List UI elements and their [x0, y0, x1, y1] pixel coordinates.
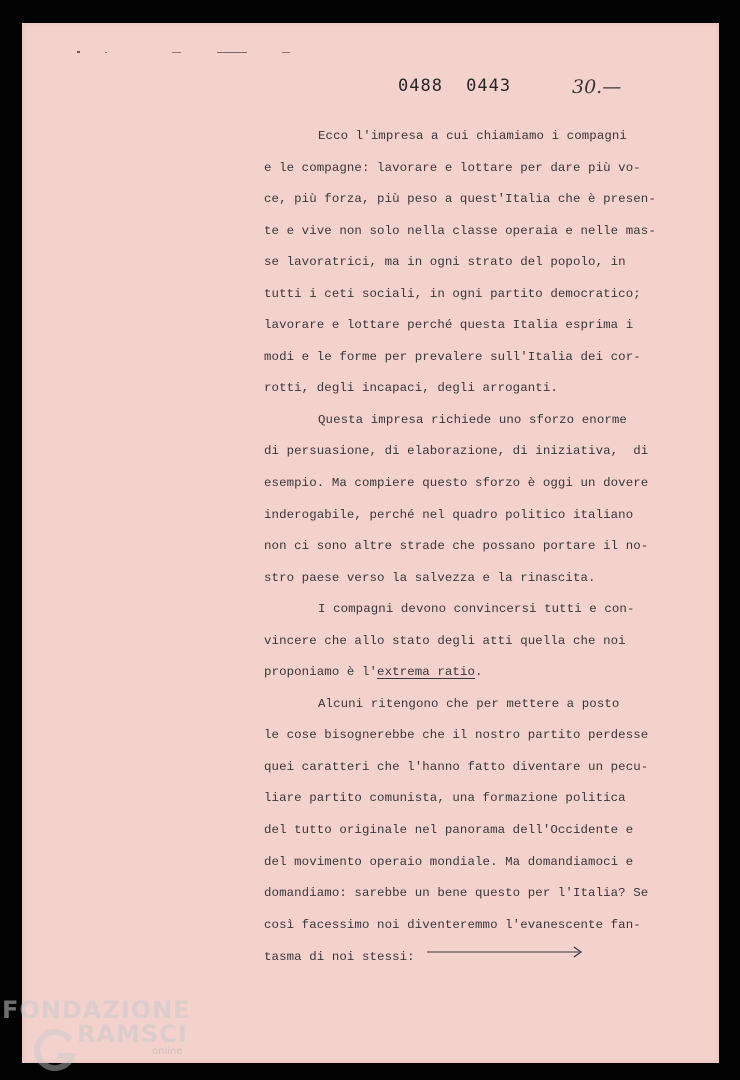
- watermark-line: FONDAZIONE: [2, 996, 191, 1024]
- text-line: [264, 941, 664, 973]
- dash-mark: [282, 52, 290, 53]
- speck-mark: [105, 52, 107, 53]
- text-line: quei caratteri che l'hanno fatto diventare un pecu-: [264, 759, 649, 774]
- text-fragment: tasma di noi stessi:: [264, 950, 415, 965]
- text-line: modi e le forme per prevalere sull'Italia dei cor-: [264, 349, 641, 364]
- text-line: non ci sono altre strade che possano portare il no-: [264, 539, 649, 554]
- dash-mark: [217, 52, 247, 53]
- underlined-latin-phrase: extrema ratio: [377, 665, 476, 680]
- text-line: liare partito comunista, una formazione politica: [264, 791, 626, 806]
- handwritten-page-mark: 30.—: [572, 76, 622, 98]
- text-line: le cose bisognerebbe che il nostro partito perdesse: [264, 728, 649, 743]
- text-line: così facessimo noi diventeremmo l'evanescente fan-: [264, 917, 641, 932]
- text-line: inderogabile, perché nel quadro politico italiano: [264, 507, 634, 522]
- text-line: Alcuni ritengono che per mettere a posto: [318, 696, 620, 711]
- paragraph: [264, 121, 664, 405]
- text-line: e le compagne: lavorare e lottare per dare più vo-: [264, 160, 641, 175]
- continuation-arrow-icon: [421, 941, 586, 973]
- text-line: domandiamo: sarebbe un bene questo per l'Italia? Se: [264, 886, 649, 901]
- text-line: ce, più forza, più peso a quest'Italia che è presen-: [264, 192, 656, 207]
- text-line: Questa impresa richiede uno sforzo enorme: [318, 412, 627, 427]
- paragraph: [264, 689, 664, 973]
- text-line: vincere che allo stato degli atti quella che noi: [264, 633, 626, 648]
- letter-body: [264, 121, 664, 973]
- archive-watermark: [2, 998, 191, 1057]
- dash-mark: [172, 52, 181, 53]
- text-line: te e vive non solo nella classe operaia e nelle mas-: [264, 223, 656, 238]
- text-line: del tutto originale nel panorama dell'Occidente e: [264, 823, 634, 838]
- paragraph: [264, 594, 664, 689]
- watermark-line: online: [152, 1046, 183, 1057]
- text-line: tutti i ceti sociali, in ogni partito democratico;: [264, 286, 641, 301]
- text-line: rotti, degli incapaci, degli arroganti.: [264, 381, 558, 396]
- text-line: Ecco l'impresa a cui chiamiamo i compagni: [318, 129, 627, 143]
- text-line: di persuasione, di elaborazione, di iniziativa, di: [264, 444, 649, 459]
- text-fragment: proponiamo è l': [264, 665, 378, 680]
- text-line: esempio. Ma compiere questo sforzo è oggi un dovere: [264, 476, 649, 491]
- document-number: 0488 0443: [398, 76, 512, 96]
- text-fragment: .: [475, 665, 483, 680]
- text-line: I compagni devono convincersi tutti e con-: [318, 602, 635, 617]
- speck-mark: [77, 51, 80, 53]
- top-edge-marks: [77, 49, 327, 55]
- watermark-g-logo-icon: [32, 1026, 80, 1074]
- text-line: stro paese verso la salvezza e la rinascita.: [264, 570, 596, 585]
- watermark-line: RAMSCI: [77, 1020, 188, 1048]
- document-page: [22, 23, 719, 1063]
- text-line: del movimento operaio mondiale. Ma domandiamoci e: [264, 854, 634, 869]
- text-line: se lavoratrici, ma in ogni strato del popolo, in: [264, 255, 626, 270]
- text-line: [264, 657, 664, 689]
- paragraph: [264, 405, 664, 594]
- text-line: lavorare e lottare perché questa Italia esprima i: [264, 318, 634, 333]
